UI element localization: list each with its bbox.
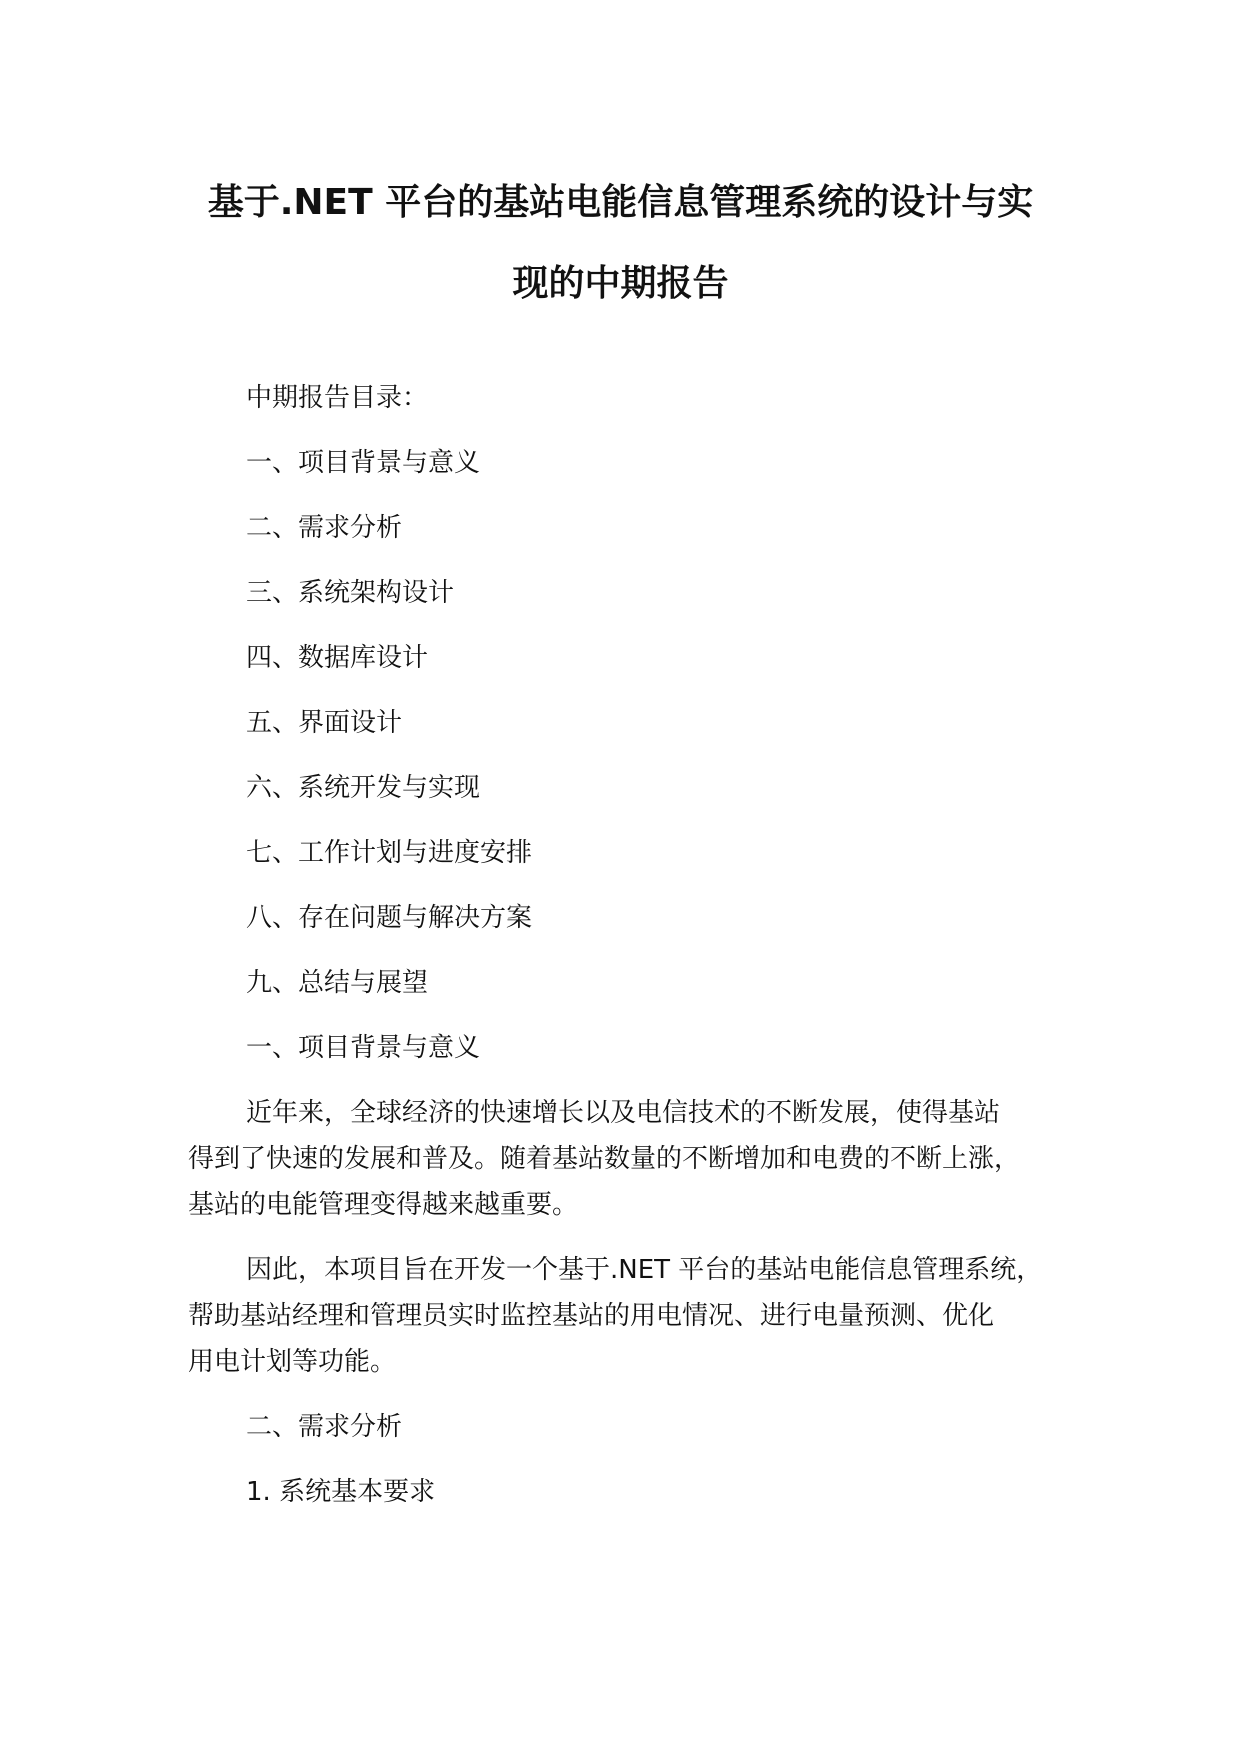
toc-item: 八、存在问题与解决方案: [246, 903, 533, 933]
toc-item: 七、工作计划与进度安排: [246, 838, 533, 868]
paragraph-line: 用电计划等功能。: [188, 1347, 397, 1377]
paragraph-line: 得到了快速的发展和普及。随着基站数量的不断增加和电费的不断上涨，: [188, 1144, 1021, 1174]
toc-item: 九、总结与展望: [246, 968, 429, 998]
section-heading: 一、项目背景与意义: [246, 1033, 481, 1063]
paragraph-line: 近年来，全球经济的快速增长以及电信技术的不断发展，使得基站: [246, 1098, 1001, 1128]
paragraph-line: 因此，本项目旨在开发一个基于.NET 平台的基站电能信息管理系统，: [246, 1255, 1043, 1285]
toc-item: 四、数据库设计: [246, 643, 429, 673]
toc-item: 六、系统开发与实现: [246, 773, 481, 803]
toc-item: 三、系统架构设计: [246, 578, 455, 608]
document-title-line-2: 现的中期报告: [512, 263, 729, 304]
paragraph-line: 基站的电能管理变得越来越重要。: [188, 1190, 579, 1220]
subsection-heading: 1. 系统基本要求: [246, 1477, 436, 1507]
paragraph-line: 帮助基站经理和管理员实时监控基站的用电情况、进行电量预测、优化: [188, 1301, 995, 1331]
document-title-line-1: 基于.NET 平台的基站电能信息管理系统的设计与实: [207, 182, 1034, 223]
toc-heading: 中期报告目录：: [246, 383, 429, 413]
section-heading: 二、需求分析: [246, 1412, 403, 1442]
toc-item: 五、界面设计: [246, 708, 403, 738]
toc-item: 一、项目背景与意义: [246, 448, 481, 478]
toc-item: 二、需求分析: [246, 513, 403, 543]
